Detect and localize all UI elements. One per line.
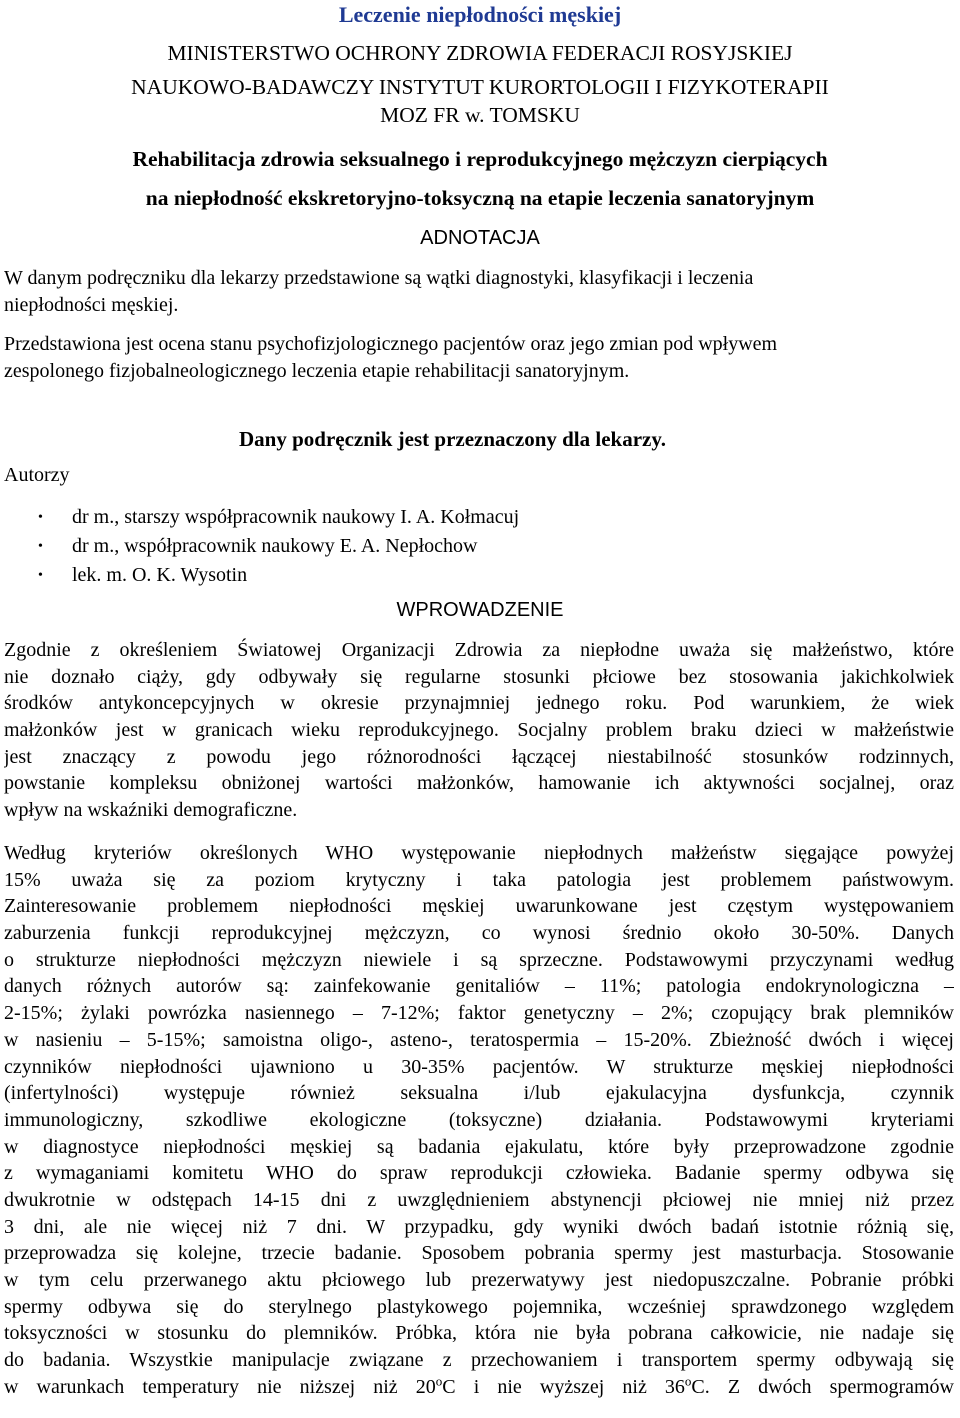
text-line: zaburzenia funkcji reprodukcyjnej mężczyzn, co wynosi średnio około 30-50%. Danych	[4, 922, 954, 945]
text-line: 2-15%; żylaki powrózka nasiennego – 7-12%; faktor genetyczny – 2%; czopujący brak plemników	[4, 1002, 954, 1025]
text-line: W danym podręczniku dla lekarzy przedstawione są wątki diagnostyki, klasyfikacji i leczenia	[4, 267, 754, 289]
degree-superscript: o	[684, 1373, 692, 1389]
text-line: przeprowadza się kolejne, trzecie badanie. Sposobem pobrania spermy jest masturbacja. Stosowanie	[4, 1242, 954, 1265]
text-line: dwukrotnie w odstępach 14-15 dni z uwzględnieniem abstynencji płciowej nie mniej niż przez	[4, 1188, 954, 1211]
text-line: o strukturze niepłodności mężczyzn niewiele i są sprzeczne. Podstawowymi przyczynami według	[4, 948, 954, 971]
text-line: toksyczności w stosunku do plemników. Próbka, która nie była pobrana całkowicie, nie nadaje się	[4, 1322, 954, 1345]
ministry-name: MINISTERSTWO OCHRONY ZDROWIA FEDERACJI ROSYJSKIEJ	[167, 41, 793, 65]
text-line: zespolonego fizjobalneologicznego leczenia etapie rehabilitacji sanatoryjnym.	[4, 359, 630, 382]
text-line: nie doznało ciąży, gdy odbywały się regularne stosunki płciowe bez stosowania jakichkolwiek	[4, 665, 954, 688]
text-line-with-superscripts	[4, 1374, 954, 1401]
institute-city: MOZ FR w. TOMSKU	[380, 103, 580, 127]
text-line: Według kryteriów określonych WHO występowanie niepłodnych małżeństw sięgające powyżej	[4, 842, 954, 864]
text-line: w diagnostyce niepłodności męskiej są badania ejakulatu, które były przeprowadzone zgodnie	[4, 1135, 954, 1158]
text-line: danych różnych autorów są: zainfekowanie genitaliów – 11%; patologia endokrynologiczna –	[4, 975, 954, 998]
institute-name: NAUKOWO-BADAWCZY INSTYTUT KURORTOLOGII I FIZYKOTERAPII	[131, 75, 829, 99]
text-line: 3 dni, ale nie więcej niż 7 dni. W przypadku, gdy wyniki dwóch badań istotnie różnią się,	[4, 1215, 954, 1238]
author-item: • dr m., współpracownik naukowy E. A. Nepłochow	[38, 532, 519, 561]
text-line: Zgodnie z określeniem Światowej Organizacji Zdrowia za niepłodne uważa się małżeństwo, które	[4, 639, 954, 661]
text-fragment: C i nie wyższej niż 36	[442, 1375, 685, 1398]
text-line: (infertylności) występuje również seksualna i/lub ejakulacyjna dysfunkcja, czynnik	[4, 1082, 954, 1105]
audience-note: Dany podręcznik jest przeznaczony dla lekarzy.	[239, 427, 666, 451]
text-line: środków antykoncepcyjnych w okresie przynajmniej jednego roku. Pod warunkiem, że wiek	[4, 692, 954, 715]
subtitle-line-1: Rehabilitacja zdrowia seksualnego i reprodukcyjnego mężczyzn cierpiących	[132, 147, 828, 171]
text-line: z wymaganiami komitetu WHO do spraw reprodukcji człowieka. Badanie spermy odbywa się	[4, 1162, 954, 1185]
text-line: czynników niepłodności ujawniono u 30-35% pacjentów. W strukturze męskiej niepłodności	[4, 1055, 954, 1078]
text-line: w tym celu przerwanego aktu płciowego lub prezerwatywy jest niedopuszczalne. Pobranie próbki	[4, 1269, 954, 1291]
annotation-heading: ADNOTACJA	[420, 227, 540, 249]
text-line: powstanie kompleksu obniżonej wartości małżonków, hamowanie ich aktywności socjalnej, oraz	[4, 772, 954, 795]
text-fragment: w warunkach temperatury nie niższej niż 20	[4, 1375, 436, 1398]
text-line: Przedstawiona jest ocena stanu psychofizjologicznego pacjentów oraz jego zmian pod wpływem	[4, 333, 778, 355]
text-line: niepłodności męskiej.	[4, 293, 179, 316]
annotation-paragraph-2	[4, 331, 954, 384]
text-line: małżonków jest w granicach wieku reprodukcyjnego. Socjalny problem braku dzieci w małżeństwie	[4, 719, 954, 742]
text-fragment: C. Z dwóch spermogramów	[691, 1375, 954, 1398]
text-line: spermy odbywa się do sterylnego plastykowego pojemnika, wcześniej sprawdzonego względem	[4, 1295, 954, 1318]
text-line: do badania. Wszystkie manipulacje związane z przechowaniem i transportem spermy odbywają się	[4, 1349, 954, 1372]
annotation-paragraph-1	[4, 265, 954, 318]
introduction-heading: WPROWADZENIE	[396, 599, 564, 621]
text-line: Zainteresowanie problemem niepłodności męskiej uwarunkowane jest częstym występowaniem	[4, 895, 954, 918]
authors-list	[38, 503, 519, 590]
author-item: • lek. m. O. K. Wysotin	[38, 561, 519, 590]
introduction-paragraph-1	[4, 637, 954, 824]
text-line: 15% uważa się za poziom krytyczny i taka patologia jest problemem państwowym.	[4, 868, 954, 891]
subtitle-line-2: na niepłodność ekskretoryjno-toksyczną na etapie leczenia sanatoryjnym	[145, 186, 815, 210]
text-line: wpływ na wskaźniki demograficzne.	[4, 799, 298, 822]
introduction-paragraph-2	[4, 840, 954, 1400]
degree-superscript: o	[435, 1373, 443, 1389]
text-line: w nasieniu – 5-15%; samoistna oligo-, asteno-, teratospermia – 15-20%. Zbieżność dwóch i więcej	[4, 1028, 954, 1051]
document-title: Leczenie niepłodności męskiej	[338, 2, 622, 27]
text-line: jest znaczący z powodu jego różnorodności łączącej niestabilność stosunków rodzinnych,	[4, 745, 954, 768]
authors-label: Autorzy	[4, 464, 70, 486]
text-line: immunologiczny, szkodliwe ekologiczne (toksyczne) działania. Podstawowymi kryteriami	[4, 1108, 954, 1131]
author-item: • dr m., starszy współpracownik naukowy I. A. Kołmacuj	[38, 503, 519, 532]
